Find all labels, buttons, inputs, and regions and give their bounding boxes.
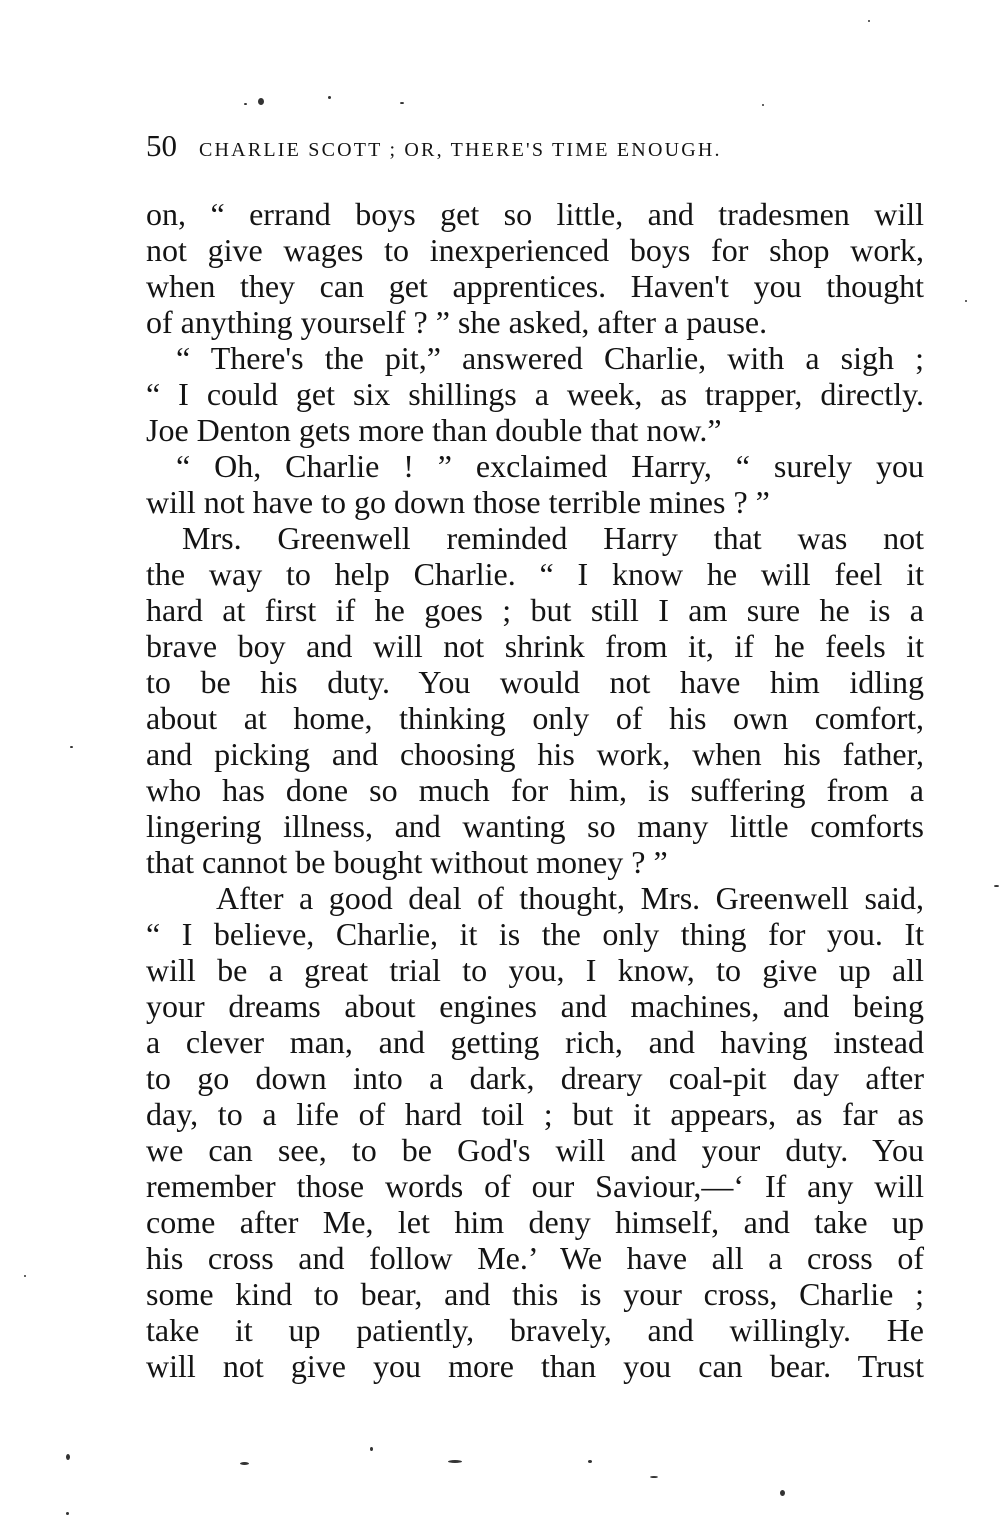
- scan-speck: [868, 20, 870, 22]
- scan-speck: [370, 1447, 373, 1451]
- text-line: his cross and follow Me.’ We have all a cross of: [146, 1240, 924, 1276]
- text-line: and picking and choosing his work, when his father,: [146, 736, 924, 772]
- body-text: [146, 196, 936, 1384]
- scan-speck: [24, 1275, 26, 1277]
- text-line: some kind to bear, and this is your cross, Charlie ;: [146, 1276, 924, 1312]
- scan-speck: [994, 885, 999, 887]
- scan-speck: [258, 98, 264, 105]
- text-line: that cannot be bought without money ? ”: [146, 844, 668, 880]
- scan-speck: [588, 1460, 592, 1463]
- text-line: about at home, thinking only of his own comfort,: [146, 700, 924, 736]
- text-line: take it up patiently, bravely, and willingly. He: [146, 1312, 924, 1348]
- scan-speck: [780, 1490, 785, 1496]
- text-line: your dreams about engines and machines, and being: [146, 988, 924, 1024]
- text-line: the way to help Charlie. “ I know he will feel it: [146, 556, 924, 592]
- scan-speck: [400, 102, 404, 104]
- scan-speck: [66, 1512, 69, 1515]
- scan-speck: [328, 96, 331, 99]
- text-line: a clever man, and getting rich, and having instead: [146, 1024, 924, 1060]
- page-number: 50: [146, 128, 177, 163]
- scan-speck: [448, 1460, 462, 1463]
- scan-speck: [70, 746, 73, 748]
- scan-speck: [650, 1476, 658, 1478]
- text-line: will not give you more than you can bear. Trust: [146, 1348, 924, 1384]
- text-line: lingering illness, and wanting so many little comforts: [146, 808, 924, 844]
- text-line: remember those words of our Saviour,—‘ If any will: [146, 1168, 924, 1204]
- scan-speck: [240, 1462, 249, 1465]
- text-line: will not have to go down those terrible mines ? ”: [146, 484, 770, 520]
- text-line: who has done so much for him, is suffering from a: [146, 772, 924, 808]
- text-line: “ Oh, Charlie ! ” exclaimed Harry, “ surely you: [176, 448, 924, 484]
- running-head-title: CHARLIE SCOTT ; OR, THERE'S TIME ENOUGH.: [199, 139, 722, 161]
- text-line: “ I believe, Charlie, it is the only thing for you. It: [146, 916, 924, 952]
- text-line: day, to a life of hard toil ; but it appears, as far as: [146, 1096, 924, 1132]
- running-head: [146, 128, 926, 164]
- text-line: “ There's the pit,” answered Charlie, with a sigh ;: [176, 340, 924, 376]
- text-line: brave boy and will not shrink from it, if he feels it: [146, 628, 924, 664]
- text-line: to go down into a dark, dreary coal-pit day after: [146, 1060, 924, 1096]
- text-line: to be his duty. You would not have him idling: [146, 664, 924, 700]
- text-line: After a good deal of thought, Mrs. Greenwell said,: [216, 880, 924, 916]
- scan-speck: [965, 300, 967, 302]
- text-line: come after Me, let him deny himself, and take up: [146, 1204, 924, 1240]
- text-line: of anything yourself ? ” she asked, after a pause.: [146, 304, 768, 340]
- text-line: we can see, to be God's will and your duty. You: [146, 1132, 924, 1168]
- text-line: “ I could get six shillings a week, as trapper, directly.: [146, 376, 924, 412]
- scan-speck: [762, 104, 764, 106]
- text-line: hard at first if he goes ; but still I am sure he is a: [146, 592, 924, 628]
- text-line: will be a great trial to you, I know, to give up all: [146, 952, 924, 988]
- text-line: when they can get apprentices. Haven't you thought: [146, 268, 924, 304]
- scan-speck: [244, 103, 247, 105]
- text-line: Joe Denton gets more than double that now.”: [146, 412, 722, 448]
- text-line: not give wages to inexperienced boys for shop work,: [146, 232, 924, 268]
- scan-speck: [66, 1454, 70, 1460]
- text-line: Mrs. Greenwell reminded Harry that was not: [182, 520, 924, 556]
- text-line: on, “ errand boys get so little, and tradesmen will: [146, 196, 924, 232]
